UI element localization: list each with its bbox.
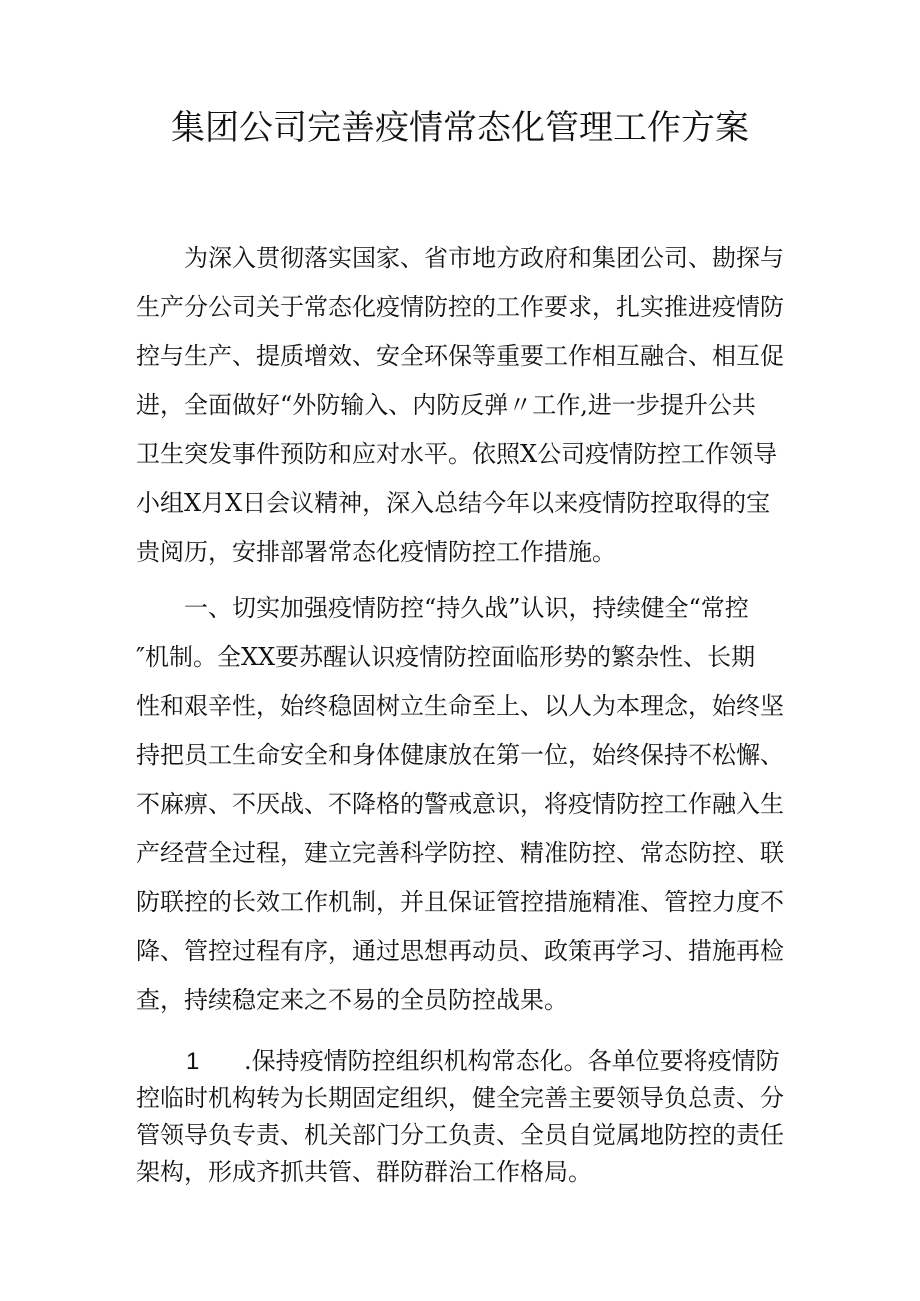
- paragraph-section-one: [136, 584, 816, 1025]
- paragraph-line: 防联控的长效工作机制，并且保证管控措施精准、管控力度不: [136, 888, 784, 916]
- paragraph-line: 查，持续稳定来之不易的全员防控战果。: [136, 986, 568, 1014]
- paragraph-intro: [136, 234, 816, 577]
- paragraph-line: 为深入贯彻落实国家、省市地方政府和集团公司、勘探与: [184, 244, 784, 272]
- paragraph-line: 一、切实加强疫情防控“持久战”认识，持续健全“常控: [184, 594, 749, 622]
- paragraph-line: 架构，形成齐抓共管、群防群治工作格局。: [136, 1158, 592, 1186]
- paragraph-line: ″机制。全XX要苏醒认识疫情防控面临形势的繁杂性、长期: [136, 643, 756, 671]
- paragraph-line: [136, 1043, 816, 1080]
- paragraph-line: 进，全面做好“外防输入、内防反弹〃工作,进一步提升公共: [136, 391, 756, 419]
- paragraph-line: 管领导负专责、机关部门分工负责、全员自觉属地防控的责任: [136, 1121, 784, 1149]
- paragraph-line: 卫生突发事件预防和应对水平。依照X公司疫情防控工作领导: [136, 440, 778, 468]
- paragraph-line: 控临时机构转为长期固定组织，健全完善主要领导负总责、分: [136, 1084, 784, 1112]
- paragraph-line: 控与生产、提质增效、安全环保等重要工作相互融合、相互促: [136, 342, 784, 370]
- item-first-line: .保持疫情防控组织机构常态化。各单位要将疫情防: [244, 1047, 780, 1075]
- paragraph-line: 产经营全过程，建立完善科学防控、精准防控、常态防控、联: [136, 839, 784, 867]
- paragraph-item-1: [136, 1043, 816, 1191]
- paragraph-line: 贵阅历，安排部署常态化疫情防控工作措施。: [136, 538, 616, 566]
- paragraph-line: 性和艰辛性，始终稳固树立生命至上、以人为本理念，始终坚: [136, 692, 784, 720]
- paragraph-line: 不麻痹、不厌战、不降格的警戒意识，将疫情防控工作融入生: [136, 790, 784, 818]
- document-title: 集团公司完善疫情常态化管理工作方案: [171, 108, 749, 148]
- paragraph-line: 生产分公司关于常态化疫情防控的工作要求，扎实推进疫情防: [136, 293, 784, 321]
- paragraph-line: 持把员工生命安全和身体健康放在第一位，始终保持不松懈、: [136, 741, 784, 769]
- paragraph-line: 小组X月X日会议精神，深入总结今年以来疫情防控取得的宝: [136, 489, 771, 517]
- paragraph-line: 降、管控过程有序，通过思想再动员、政策再学习、措施再检: [136, 937, 784, 965]
- item-number: 1: [186, 1048, 200, 1075]
